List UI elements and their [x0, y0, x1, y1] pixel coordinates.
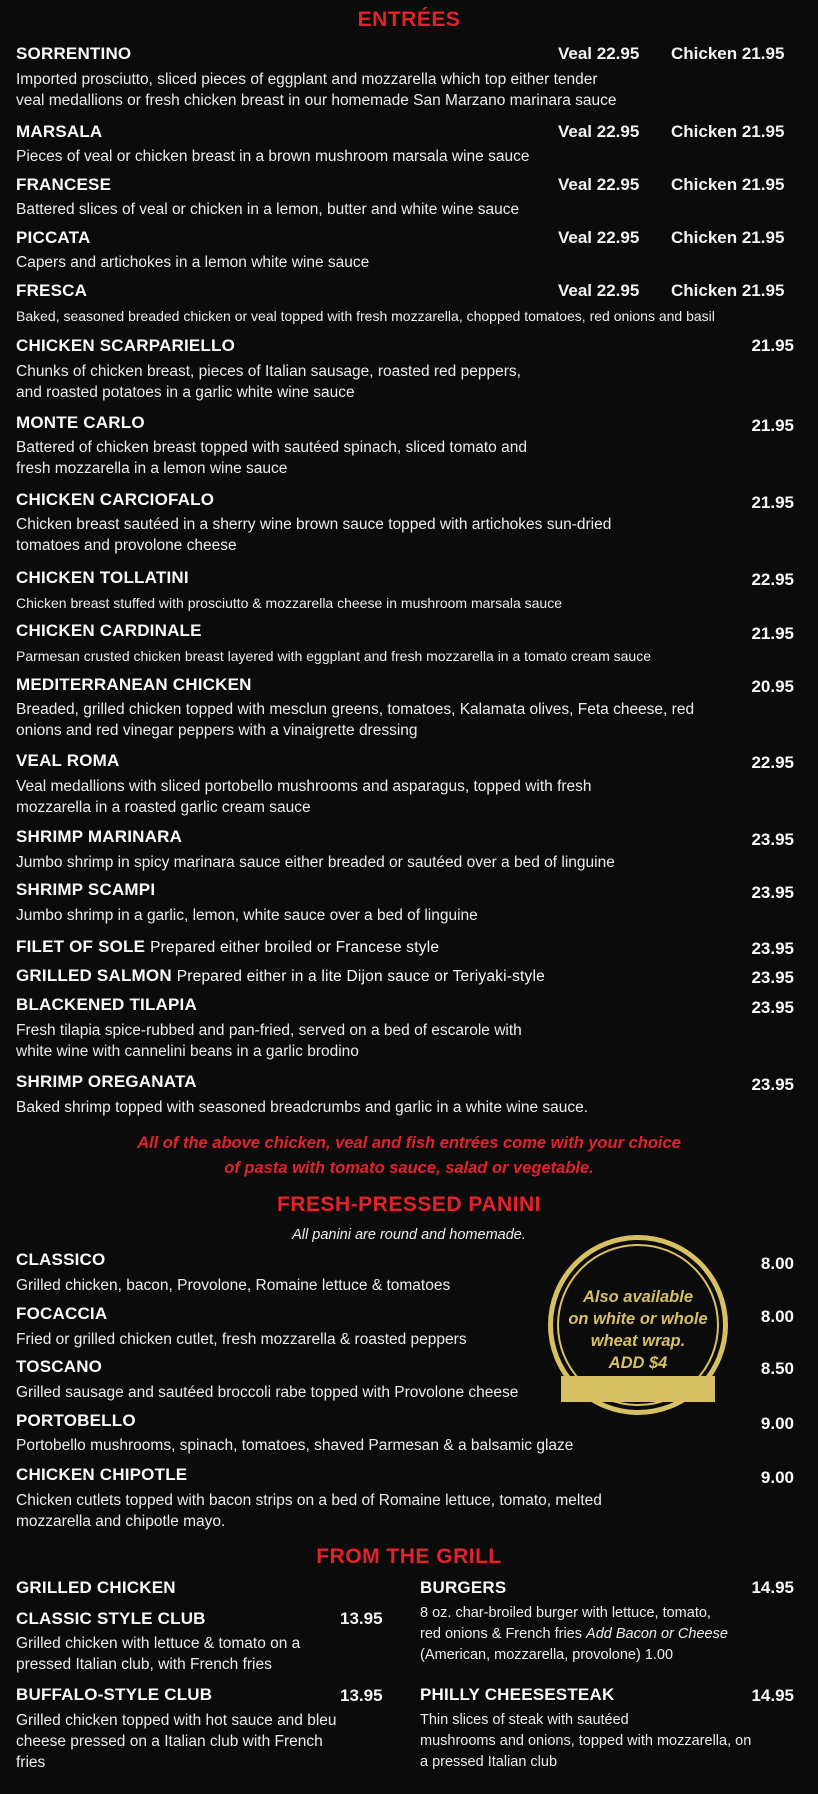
menu-item-price: 9.00 [760, 1414, 794, 1433]
menu-item-name: FRESCA [16, 281, 88, 300]
entrees-title: ENTRÉES [357, 8, 461, 31]
menu-item-name: BLACKENED TILAPIA [16, 995, 197, 1014]
veal-price: Veal 22.95 [558, 228, 640, 247]
badge-text: Also available on white or whole wheat wrap. ADD $4 [568, 1288, 708, 1372]
menu-item-price: 13.95 [340, 1609, 383, 1628]
menu-item-desc: Imported prosciutto, sliced pieces of eggplant and mozzarella which top either tender veal medallions or fresh chicken breast in our homemade San Marzano marinara sauce [16, 71, 617, 109]
menu-item-name: CLASSIC STYLE CLUB [16, 1609, 206, 1628]
menu-item-desc: Veal medallions with sliced portobello mushrooms and asparagus, topped with fresh mozzarella in a roasted garlic cream sauce [16, 778, 592, 816]
veal-price: Veal 22.95 [558, 281, 640, 300]
menu-item-desc: Chunks of chicken breast, pieces of Italian sausage, roasted red peppers, and roasted potatoes in a garlic white wine sauce [16, 363, 521, 401]
menu-item-name: PICCATA [16, 228, 91, 247]
menu-item-price: 23.95 [751, 1075, 794, 1094]
menu-item-desc: Chicken cutlets topped with bacon strips on a bed of Romaine lettuce, tomato, melted mozzarella and chipotle mayo. [16, 1492, 602, 1530]
entrees-note: All of the above chicken, veal and fish entrées come with your choice of pasta with tomato sauce, salad or vegetable. [137, 1134, 681, 1177]
menu-item-name: CHICKEN CHIPOTLE [16, 1465, 188, 1484]
menu-item-name: CHICKEN CARDINALE [16, 621, 202, 640]
menu-item-name: TOSCANO [16, 1357, 103, 1376]
menu-item-desc: Portobello mushrooms, spinach, tomatoes, shaved Parmesan & a balsamic glaze [16, 1437, 574, 1454]
menu-item-price: 8.00 [760, 1307, 794, 1326]
wrap-badge [548, 1235, 728, 1415]
menu-item-price: 14.95 [751, 1686, 794, 1705]
menu-item-price: 13.95 [340, 1686, 383, 1705]
menu-item-desc: 8 oz. char-broiled burger with lettuce, tomato, red onions & French fries Add Bacon or Cheese (American, mozzarella, provolone) 1.00 [420, 1605, 728, 1663]
menu-item-name: GRILLED SALMON Prepared either in a lite Dijon sauce or Teriyaki-style [16, 966, 545, 985]
menu-item-desc: Baked, seasoned breaded chicken or veal topped with fresh mozzarella, chopped tomatoes, red onions and basil [16, 308, 715, 324]
menu-item-price: 22.95 [751, 570, 794, 589]
menu-item-desc: Chicken breast sautéed in a sherry wine brown sauce topped with artichokes sun-dried tomatoes and provolone cheese [16, 516, 612, 554]
menu-item-name: CHICKEN CARCIOFALO [16, 490, 215, 509]
veal-price: Veal 22.95 [558, 44, 640, 63]
menu-item-name: SHRIMP MARINARA [16, 827, 183, 846]
chicken-price: Chicken 21.95 [671, 175, 785, 194]
menu-item-name: SORRENTINO [16, 44, 132, 63]
menu-item-name: MEDITERRANEAN CHICKEN [16, 675, 252, 694]
menu-item-desc: Fresh tilapia spice-rubbed and pan-fried, served on a bed of escarole with white wine with cannelini beans in a garlic brodino [16, 1022, 522, 1060]
menu-item-desc: Pieces of veal or chicken breast in a brown mushroom marsala wine sauce [16, 148, 530, 165]
menu-item-price: 21.95 [751, 624, 794, 643]
menu-item-name: PORTOBELLO [16, 1411, 136, 1430]
menu-item-desc: Jumbo shrimp in spicy marinara sauce either breaded or sautéed over a bed of linguine [16, 854, 615, 871]
menu-item-price: 23.95 [751, 968, 794, 987]
menu-item-price: 23.95 [751, 883, 794, 902]
menu-item-desc: Parmesan crusted chicken breast layered with eggplant and fresh mozzarella in a tomato cream sauce [16, 648, 651, 664]
menu-item-desc: Breaded, grilled chicken topped with mesclun greens, tomatoes, Kalamata olives, Feta cheese, red onions and red vinegar peppers with a vinaigrette dressing [16, 701, 695, 739]
menu-item-price: 9.00 [760, 1468, 794, 1487]
menu-item-price: 21.95 [751, 336, 794, 355]
menu-item-name: MONTE CARLO [16, 413, 145, 432]
menu-item-desc: Battered slices of veal or chicken in a lemon, butter and white wine sauce [16, 201, 520, 218]
menu-item-name: VEAL ROMA [16, 751, 120, 770]
menu-item-name: CHICKEN TOLLATINI [16, 568, 189, 587]
menu-item-name: FRANCESE [16, 175, 112, 194]
menu-item-desc: Grilled sausage and sautéed broccoli rabe topped with Provolone cheese [16, 1384, 519, 1401]
menu-item-price: 21.95 [751, 493, 794, 512]
menu-item-desc: Battered of chicken breast topped with sautéed spinach, sliced tomato and fresh mozzarella in a lemon wine sauce [16, 439, 527, 477]
menu-item-name: BUFFALO-STYLE CLUB [16, 1685, 213, 1704]
menu-item-name: CHICKEN SCARPARIELLO [16, 336, 236, 355]
grill-subheading: GRILLED CHICKEN [16, 1578, 176, 1597]
menu-item-desc: Baked shrimp topped with seasoned breadcrumbs and garlic in a white wine sauce. [16, 1099, 589, 1116]
menu-item-desc: Chicken breast stuffed with prosciutto & mozzarella cheese in mushroom marsala sauce [16, 595, 562, 611]
veal-price: Veal 22.95 [558, 175, 640, 194]
menu-item-desc: Thin slices of steak with sautéed mushrooms and onions, topped with mozzarella, on a pressed Italian club [420, 1712, 752, 1770]
menu-item-name: FILET OF SOLE Prepared either broiled or Francese style [16, 937, 440, 956]
badge-band [561, 1376, 715, 1402]
menu-item-desc: Grilled chicken with lettuce & tomato on a pressed Italian club, with French fries [16, 1635, 301, 1673]
menu-item-price: 8.50 [760, 1359, 794, 1378]
menu-item-price: 21.95 [751, 416, 794, 435]
chicken-price: Chicken 21.95 [671, 44, 785, 63]
menu-item-name: SHRIMP OREGANATA [16, 1072, 197, 1091]
menu-item-name: MARSALA [16, 122, 103, 141]
veal-price: Veal 22.95 [558, 122, 640, 141]
menu-item-name: BURGERS [420, 1578, 507, 1597]
chicken-price: Chicken 21.95 [671, 281, 785, 300]
menu-item-price: 14.95 [751, 1578, 794, 1597]
panini-title: FRESH-PRESSED PANINI [277, 1193, 541, 1216]
menu-item-name: CLASSICO [16, 1250, 106, 1269]
menu-item-desc: Capers and artichokes in a lemon white wine sauce [16, 254, 370, 271]
menu-item-desc: Fried or grilled chicken cutlet, fresh mozzarella & roasted peppers [16, 1331, 467, 1348]
menu-item-desc: Jumbo shrimp in a garlic, lemon, white sauce over a bed of linguine [16, 907, 478, 924]
grill-title: FROM THE GRILL [316, 1545, 502, 1568]
menu-item-price: 20.95 [751, 677, 794, 696]
menu-item-name: PHILLY CHEESESTEAK [420, 1685, 615, 1704]
chicken-price: Chicken 21.95 [671, 228, 785, 247]
menu-item-desc: Grilled chicken topped with hot sauce and bleu cheese pressed on a Italian club with French fries [16, 1712, 337, 1771]
menu-item-name: FOCACCIA [16, 1304, 108, 1323]
menu-item-price: 22.95 [751, 753, 794, 772]
panini-subtitle: All panini are round and homemade. [292, 1227, 526, 1243]
chicken-price: Chicken 21.95 [671, 122, 785, 141]
menu-item-desc: Grilled chicken, bacon, Provolone, Romaine lettuce & tomatoes [16, 1277, 451, 1294]
menu-item-price: 23.95 [751, 998, 794, 1017]
menu-item-price: 8.00 [760, 1254, 794, 1273]
menu-item-price: 23.95 [751, 830, 794, 849]
menu-item-price: 23.95 [751, 939, 794, 958]
menu-item-name: SHRIMP SCAMPI [16, 880, 156, 899]
